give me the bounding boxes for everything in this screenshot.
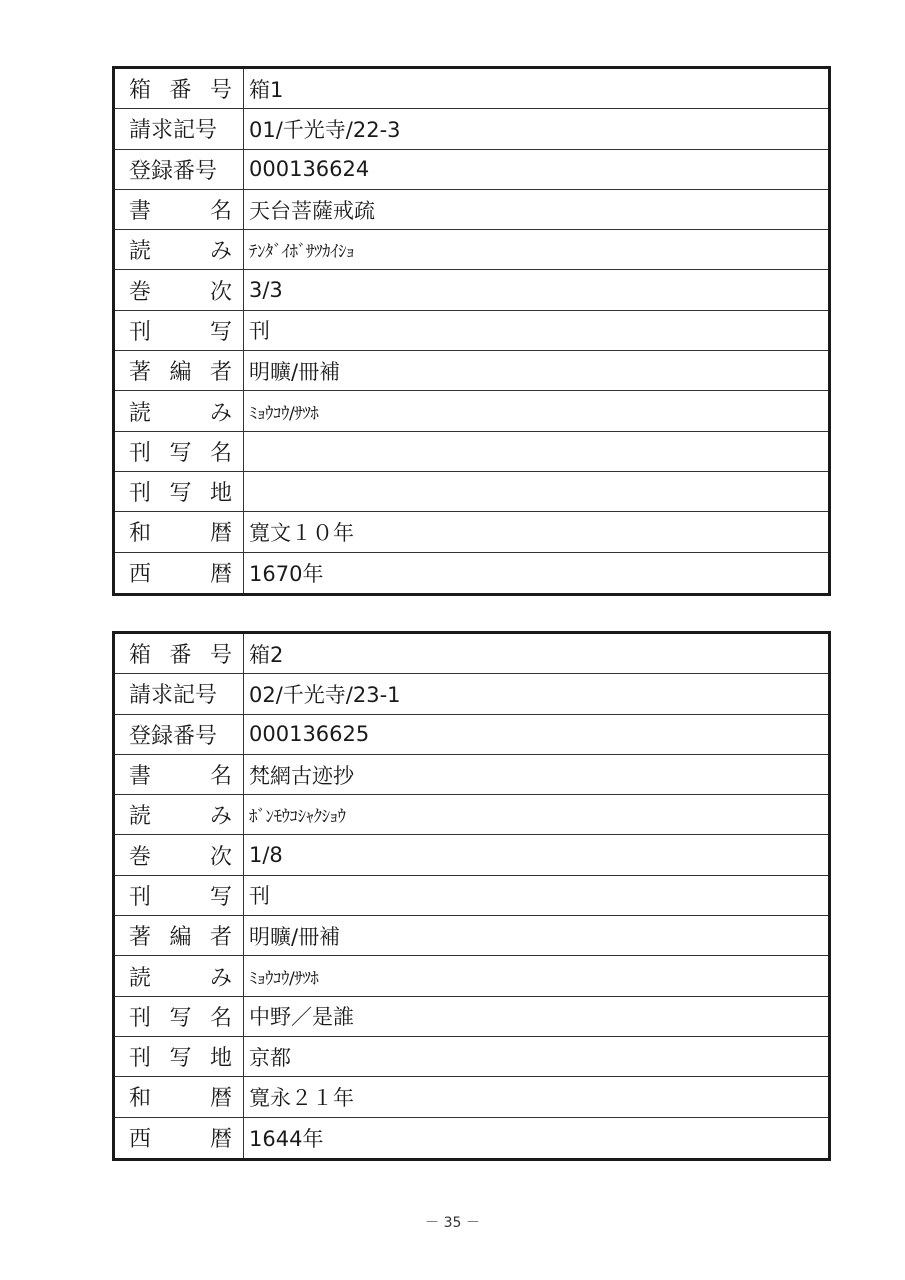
value-call-number: 01/千光寺/22-3	[249, 117, 401, 142]
row-author	[115, 351, 828, 391]
label-call-number: 請求記号	[115, 674, 244, 713]
label-volume: 巻 次	[115, 835, 244, 874]
row-publisher	[115, 997, 828, 1037]
label-box-number: 箱 番 号	[115, 634, 244, 673]
label-title-reading: 読 み	[115, 230, 244, 269]
row-japanese-era	[115, 512, 828, 552]
value-western-year: 1644年	[249, 1126, 324, 1151]
row-print-type	[115, 311, 828, 351]
value-box-number: 箱2	[249, 642, 284, 667]
row-publisher	[115, 432, 828, 472]
page-number: － 35 －	[425, 1215, 480, 1231]
value-western-year: 1670年	[249, 561, 324, 586]
label-volume: 巻 次	[115, 270, 244, 309]
label-title: 書 名	[115, 190, 244, 229]
row-western-year	[115, 1118, 828, 1158]
row-title-reading	[115, 230, 828, 270]
value-print-type: 刊	[249, 884, 270, 909]
row-call-number	[115, 109, 828, 149]
row-western-year	[115, 553, 828, 593]
row-volume	[115, 270, 828, 310]
label-call-number: 請求記号	[115, 109, 244, 148]
value-publication-place	[244, 472, 828, 511]
label-registration-number: 登録番号	[115, 150, 244, 189]
label-registration-number: 登録番号	[115, 715, 244, 754]
label-print-type: 刊 写	[115, 311, 244, 350]
value-title-reading: ﾃﾝﾀﾞｲﾎﾞｻﾂｶｲｼｮ	[249, 242, 354, 263]
value-print-type: 刊	[249, 319, 270, 344]
value-publisher	[244, 432, 828, 471]
value-title: 天台菩薩戒疏	[249, 198, 375, 223]
value-author: 明曠/冊補	[249, 359, 341, 384]
value-author-reading: ﾐｮｳｺｳ/ｻﾂﾎ	[249, 968, 319, 989]
label-author: 著 編 者	[115, 351, 244, 390]
label-publication-place: 刊 写 地	[115, 472, 244, 511]
row-japanese-era	[115, 1077, 828, 1117]
value-registration-number: 000136625	[249, 722, 370, 747]
row-publication-place	[115, 472, 828, 512]
value-japanese-era: 寛永２１年	[249, 1085, 354, 1110]
label-title-reading: 読 み	[115, 795, 244, 834]
row-author	[115, 916, 828, 956]
value-registration-number: 000136624	[249, 157, 370, 182]
record-table-1	[112, 66, 831, 596]
row-author-reading	[115, 391, 828, 431]
value-japanese-era: 寛文１０年	[249, 520, 354, 545]
label-western-year: 西 暦	[115, 1118, 244, 1158]
label-title: 書 名	[115, 755, 244, 794]
row-title-reading	[115, 795, 828, 835]
value-publication-place: 京都	[249, 1045, 291, 1070]
value-box-number: 箱1	[249, 77, 284, 102]
label-japanese-era: 和 暦	[115, 1077, 244, 1116]
value-title: 梵網古迹抄	[249, 763, 354, 788]
label-publisher: 刊 写 名	[115, 997, 244, 1036]
row-box-number	[115, 69, 828, 109]
label-box-number: 箱 番 号	[115, 69, 244, 108]
row-volume	[115, 835, 828, 875]
row-box-number	[115, 634, 828, 674]
value-author: 明曠/冊補	[249, 924, 341, 949]
label-publisher: 刊 写 名	[115, 432, 244, 471]
value-author-reading: ﾐｮｳｺｳ/ｻﾂﾎ	[249, 403, 319, 424]
row-publication-place	[115, 1037, 828, 1077]
row-title	[115, 190, 828, 230]
value-publisher: 中野／是誰	[249, 1005, 354, 1030]
value-title-reading: ﾎﾞﾝﾓｳｺｼｬｸｼｮｳ	[249, 807, 346, 828]
value-call-number: 02/千光寺/23-1	[249, 682, 401, 707]
row-call-number	[115, 674, 828, 714]
label-print-type: 刊 写	[115, 876, 244, 915]
row-author-reading	[115, 956, 828, 996]
label-japanese-era: 和 暦	[115, 512, 244, 551]
row-title	[115, 755, 828, 795]
label-publication-place: 刊 写 地	[115, 1037, 244, 1076]
value-volume: 1/8	[249, 843, 283, 868]
label-western-year: 西 暦	[115, 553, 244, 593]
row-registration-number	[115, 150, 828, 190]
label-author: 著 編 者	[115, 916, 244, 955]
row-registration-number	[115, 715, 828, 755]
value-volume: 3/3	[249, 278, 283, 303]
label-author-reading: 読 み	[115, 391, 244, 430]
row-print-type	[115, 876, 828, 916]
label-author-reading: 読 み	[115, 956, 244, 995]
record-table-2	[112, 631, 831, 1161]
